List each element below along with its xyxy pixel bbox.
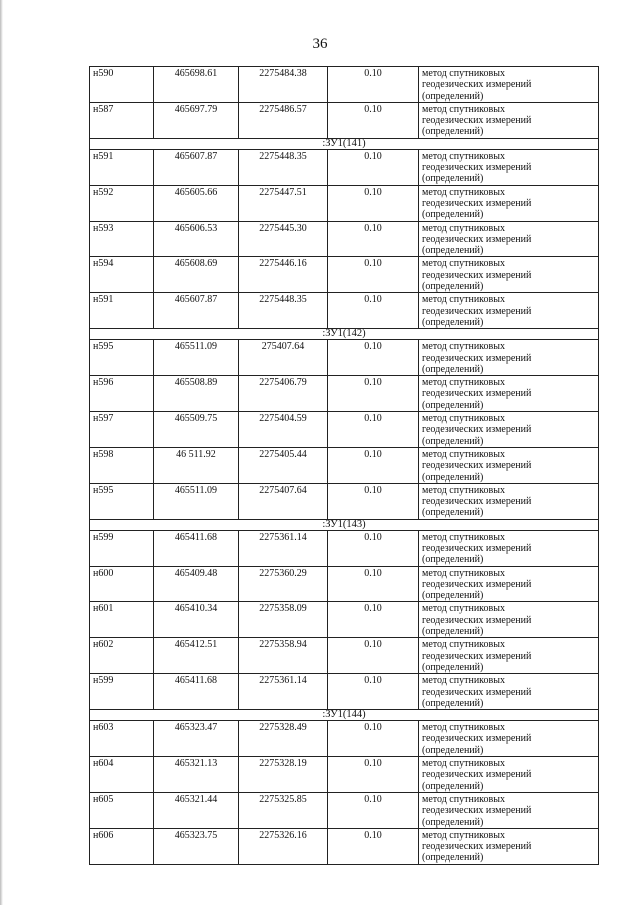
method-cell [419, 221, 599, 257]
method-cell [419, 530, 599, 566]
method-line: геодезических измерений [422, 305, 532, 317]
method-line: (определений) [422, 661, 484, 673]
method-line: метод спутниковых [422, 186, 505, 198]
x-coordinate-cell: 465409.48 [154, 566, 239, 602]
x-coordinate-cell: 465321.44 [154, 792, 239, 828]
method-line: метод спутниковых [422, 377, 505, 389]
section-label: :ЗУ1(141) [90, 138, 599, 149]
method-cell [419, 602, 599, 638]
section-label: :ЗУ1(143) [90, 519, 599, 530]
accuracy-cell: 0.10 [328, 221, 419, 257]
method-line: метод спутниковых [422, 341, 505, 353]
method-line: геодезических измерений [422, 115, 532, 127]
table-row [90, 149, 599, 185]
method-line: геодезических измерений [422, 841, 532, 853]
method-line: метод спутниковых [422, 567, 505, 579]
table-row [90, 293, 599, 329]
method-line: геодезических измерений [422, 162, 532, 174]
page-number: 36 [312, 36, 328, 52]
method-cell [419, 483, 599, 519]
x-coordinate-cell: 465412.51 [154, 638, 239, 674]
method-cell [419, 721, 599, 757]
table-row [90, 483, 599, 519]
method-line: (определений) [422, 209, 484, 221]
method-line: метод спутниковых [422, 758, 505, 770]
y-coordinate-cell: 2275486.57 [239, 102, 328, 138]
point-id-cell: н599 [90, 530, 154, 566]
point-id-cell: н593 [90, 221, 154, 257]
method-cell [419, 828, 599, 864]
method-line: метод спутниковых [422, 531, 505, 543]
method-line: метод спутниковых [422, 448, 505, 460]
accuracy-cell: 0.10 [328, 483, 419, 519]
method-line: метод спутниковых [422, 150, 505, 162]
method-line: (определений) [422, 90, 484, 102]
x-coordinate-cell: 465511.09 [154, 340, 239, 376]
y-coordinate-cell: 2275358.09 [239, 602, 328, 638]
y-coordinate-cell: 2275328.49 [239, 721, 328, 757]
point-id-cell: н596 [90, 376, 154, 412]
point-id-cell: н604 [90, 757, 154, 793]
accuracy-cell: 0.10 [328, 530, 419, 566]
point-id-cell: н595 [90, 340, 154, 376]
method-line: геодезических измерений [422, 460, 532, 472]
accuracy-cell: 0.10 [328, 721, 419, 757]
accuracy-cell: 0.10 [328, 149, 419, 185]
method-cell [419, 757, 599, 793]
method-line: геодезических измерений [422, 79, 532, 91]
method-cell [419, 638, 599, 674]
table-row [90, 376, 599, 412]
point-id-cell: н587 [90, 102, 154, 138]
x-coordinate-cell: 465511.09 [154, 483, 239, 519]
method-line: (определений) [422, 173, 484, 185]
point-id-cell: н602 [90, 638, 154, 674]
accuracy-cell: 0.10 [328, 638, 419, 674]
x-coordinate-cell: 465607.87 [154, 149, 239, 185]
table-row [90, 638, 599, 674]
table-row [90, 566, 599, 602]
method-cell [419, 67, 599, 103]
method-line: геодезических измерений [422, 542, 532, 554]
method-line: геодезических измерений [422, 388, 532, 400]
coordinates-table-body [90, 67, 599, 865]
x-coordinate-cell: 465410.34 [154, 602, 239, 638]
point-id-cell: н591 [90, 149, 154, 185]
table-row [90, 221, 599, 257]
section-label: :ЗУ1(144) [90, 710, 599, 721]
table-row [90, 340, 599, 376]
table-row [90, 102, 599, 138]
point-id-cell: н595 [90, 483, 154, 519]
method-line: (определений) [422, 852, 484, 864]
table-row [90, 757, 599, 793]
point-id-cell: н601 [90, 602, 154, 638]
method-line: метод спутниковых [422, 675, 505, 687]
method-cell [419, 257, 599, 293]
method-line: геодезических измерений [422, 578, 532, 590]
accuracy-cell: 0.10 [328, 566, 419, 602]
accuracy-cell: 0.10 [328, 257, 419, 293]
method-line: (определений) [422, 816, 484, 828]
y-coordinate-cell: 2275326.16 [239, 828, 328, 864]
table-row [90, 67, 599, 103]
table-row [90, 721, 599, 757]
x-coordinate-cell: 465697.79 [154, 102, 239, 138]
method-line: (определений) [422, 471, 484, 483]
point-id-cell: н600 [90, 566, 154, 602]
y-coordinate-cell: 2275484.38 [239, 67, 328, 103]
method-line: (определений) [422, 626, 484, 638]
point-id-cell: н591 [90, 293, 154, 329]
y-coordinate-cell: 2275448.35 [239, 293, 328, 329]
accuracy-cell: 0.10 [328, 757, 419, 793]
y-coordinate-cell: 2275328.19 [239, 757, 328, 793]
method-line: геодезических измерений [422, 686, 532, 698]
accuracy-cell: 0.10 [328, 412, 419, 448]
method-line: метод спутниковых [422, 722, 505, 734]
point-id-cell: н599 [90, 674, 154, 710]
x-coordinate-cell: 465323.75 [154, 828, 239, 864]
method-line: (определений) [422, 507, 484, 519]
method-line: геодезических измерений [422, 496, 532, 508]
y-coordinate-cell: 2275404.59 [239, 412, 328, 448]
y-coordinate-cell: 2275445.30 [239, 221, 328, 257]
y-coordinate-cell: 2275358.94 [239, 638, 328, 674]
point-id-cell: н598 [90, 447, 154, 483]
method-line: геодезических измерений [422, 805, 532, 817]
point-id-cell: н605 [90, 792, 154, 828]
method-line: (определений) [422, 126, 484, 138]
table-row [90, 792, 599, 828]
point-id-cell: н594 [90, 257, 154, 293]
point-id-cell: н606 [90, 828, 154, 864]
section-header-row [90, 710, 599, 721]
method-line: геодезических измерений [422, 614, 532, 626]
method-cell [419, 376, 599, 412]
y-coordinate-cell: 2275406.79 [239, 376, 328, 412]
method-line: геодезических измерений [422, 352, 532, 364]
method-line: геодезических измерений [422, 733, 532, 745]
point-id-cell: н603 [90, 721, 154, 757]
method-line: метод спутниковых [422, 222, 505, 234]
method-line: метод спутниковых [422, 294, 505, 306]
method-line: геодезических измерений [422, 769, 532, 781]
method-line: метод спутниковых [422, 603, 505, 615]
table-row [90, 257, 599, 293]
accuracy-cell: 0.10 [328, 674, 419, 710]
method-line: (определений) [422, 554, 484, 566]
x-coordinate-cell: 465698.61 [154, 67, 239, 103]
section-label: :ЗУ1(142) [90, 329, 599, 340]
accuracy-cell: 0.10 [328, 828, 419, 864]
table-row [90, 674, 599, 710]
x-coordinate-cell: 465509.75 [154, 412, 239, 448]
point-id-cell: н597 [90, 412, 154, 448]
method-line: (определений) [422, 316, 484, 328]
method-line: метод спутниковых [422, 829, 505, 841]
table-row [90, 412, 599, 448]
accuracy-cell: 0.10 [328, 67, 419, 103]
x-coordinate-cell: 465323.47 [154, 721, 239, 757]
method-cell [419, 566, 599, 602]
point-id-cell: н590 [90, 67, 154, 103]
method-line: метод спутниковых [422, 413, 505, 425]
point-id-cell: н592 [90, 185, 154, 221]
accuracy-cell: 0.10 [328, 602, 419, 638]
x-coordinate-cell: 465508.89 [154, 376, 239, 412]
x-coordinate-cell: 465607.87 [154, 293, 239, 329]
method-line: геодезических измерений [422, 424, 532, 436]
method-line: (определений) [422, 435, 484, 447]
y-coordinate-cell: 2275407.64 [239, 483, 328, 519]
y-coordinate-cell: 2275325.85 [239, 792, 328, 828]
table-row [90, 602, 599, 638]
method-cell [419, 149, 599, 185]
method-line: (определений) [422, 780, 484, 792]
section-header-row [90, 138, 599, 149]
method-line: метод спутниковых [422, 68, 505, 79]
method-line: метод спутниковых [422, 103, 505, 115]
accuracy-cell: 0.10 [328, 293, 419, 329]
method-line: метод спутниковых [422, 258, 505, 270]
method-line: (определений) [422, 697, 484, 709]
method-cell [419, 792, 599, 828]
accuracy-cell: 0.10 [328, 340, 419, 376]
method-cell [419, 293, 599, 329]
accuracy-cell: 0.10 [328, 792, 419, 828]
section-header-row [90, 519, 599, 530]
method-line: (определений) [422, 744, 484, 756]
method-line: метод спутниковых [422, 484, 505, 496]
accuracy-cell: 0.10 [328, 447, 419, 483]
method-line: метод спутниковых [422, 793, 505, 805]
y-coordinate-cell: 2275361.14 [239, 674, 328, 710]
table-row [90, 530, 599, 566]
method-cell [419, 340, 599, 376]
method-line: геодезических измерений [422, 269, 532, 281]
method-cell [419, 674, 599, 710]
x-coordinate-cell: 465321.13 [154, 757, 239, 793]
method-line: (определений) [422, 281, 484, 293]
table-row [90, 828, 599, 864]
y-coordinate-cell: 2275361.14 [239, 530, 328, 566]
section-header-row [90, 329, 599, 340]
method-line: геодезических измерений [422, 650, 532, 662]
y-coordinate-cell: 2275360.29 [239, 566, 328, 602]
table-row [90, 447, 599, 483]
y-coordinate-cell: 275407.64 [239, 340, 328, 376]
x-coordinate-cell: 465608.69 [154, 257, 239, 293]
y-coordinate-cell: 2275448.35 [239, 149, 328, 185]
method-cell [419, 412, 599, 448]
method-line: геодезических измерений [422, 233, 532, 245]
method-line: (определений) [422, 590, 484, 602]
method-cell [419, 185, 599, 221]
method-cell [419, 102, 599, 138]
accuracy-cell: 0.10 [328, 102, 419, 138]
method-line: геодезических измерений [422, 197, 532, 209]
y-coordinate-cell: 2275405.44 [239, 447, 328, 483]
y-coordinate-cell: 2275446.16 [239, 257, 328, 293]
x-coordinate-cell: 465411.68 [154, 674, 239, 710]
accuracy-cell: 0.10 [328, 376, 419, 412]
scan-edge [0, 0, 3, 905]
coordinates-table [89, 66, 599, 865]
x-coordinate-cell: 465605.66 [154, 185, 239, 221]
method-line: метод спутниковых [422, 639, 505, 651]
x-coordinate-cell: 465411.68 [154, 530, 239, 566]
method-line: (определений) [422, 399, 484, 411]
x-coordinate-cell: 46 511.92 [154, 447, 239, 483]
table-row [90, 185, 599, 221]
method-line: (определений) [422, 245, 484, 257]
method-cell [419, 447, 599, 483]
method-line: (определений) [422, 363, 484, 375]
x-coordinate-cell: 465606.53 [154, 221, 239, 257]
y-coordinate-cell: 2275447.51 [239, 185, 328, 221]
accuracy-cell: 0.10 [328, 185, 419, 221]
